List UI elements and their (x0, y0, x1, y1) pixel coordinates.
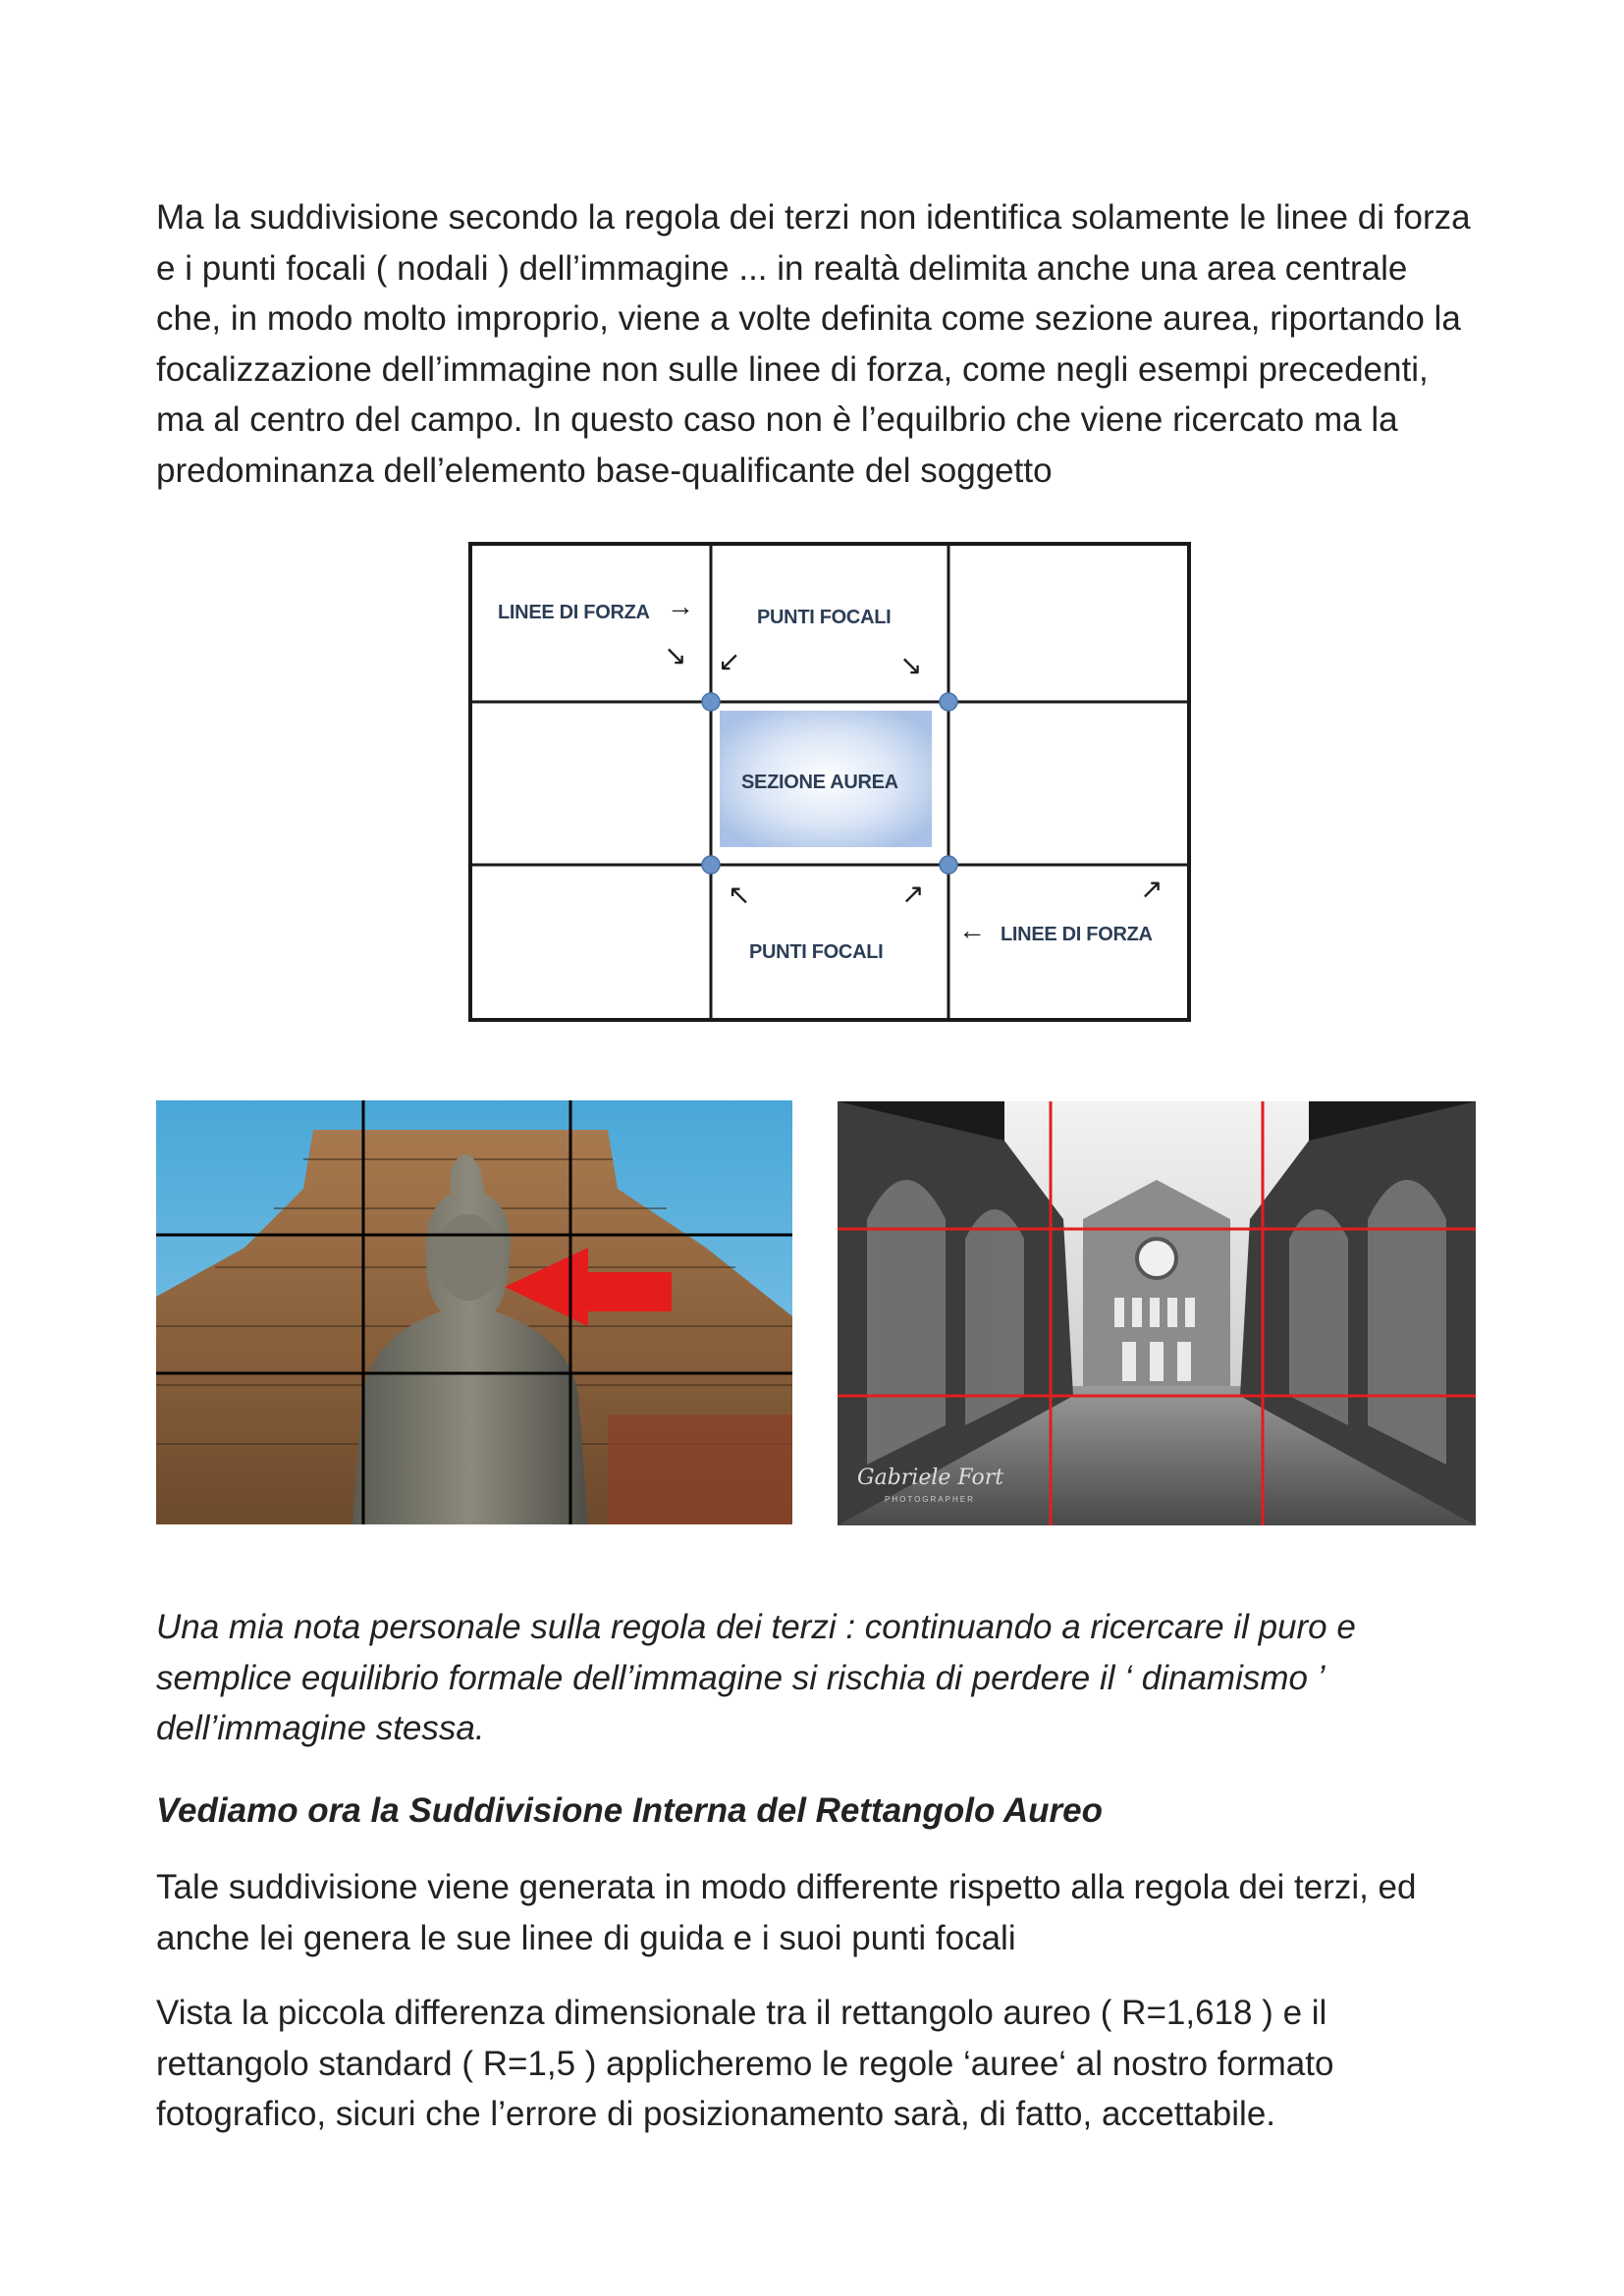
label-focal-points-bottom: PUNTI FOCALI (749, 941, 884, 963)
focal-point-tr (940, 693, 957, 711)
focal-point-bl (702, 856, 720, 874)
personal-note-paragraph: Una mia nota personale sulla regola dei terzi : continuando a ricercare il puro e semplice equilibrio formale dell’immagine si rischia di perdere il ‘ dinamismo ’ dell’immagine stessa. (156, 1608, 1356, 1747)
arrow-right-icon: → (667, 591, 694, 621)
arrow-left-icon: ← (958, 915, 986, 945)
buddha-photo-svg (156, 1100, 792, 1524)
arrow-up-right-icon: ↗ (901, 879, 925, 909)
focal-point-tl (702, 693, 720, 711)
arrow-down-curved-icon: ↘ (664, 640, 687, 670)
photographer-signature: Gabriele Fort (857, 1466, 1004, 1490)
arrow-down-right-icon: ↘ (899, 650, 923, 680)
buddha-statue-photo (156, 1100, 792, 1524)
rule-of-thirds-diagram (468, 542, 1191, 1022)
label-lines-of-force-top: LINEE DI FORZA (498, 602, 650, 623)
label-golden-section: SEZIONE AUREA (741, 772, 898, 793)
label-lines-of-force-bottom: LINEE DI FORZA (1001, 924, 1153, 945)
photographer-signature-sub: PHOTOGRAPHER (885, 1495, 975, 1504)
focal-point-br (940, 856, 957, 874)
intro-paragraph: Ma la suddivisione secondo la regola dei terzi non identifica solamente le linee di forza e i punti focali ( nodali ) dell’immagine ... in realtà delimita anche una area centrale che, in modo molto improprio, viene a volte definita come sezione aurea, riportando la focalizzazione dell’immagine non sulle linee di forza, come negli esempi precedenti, ma al centro del campo. In questo caso non è l’equilbrio che viene ricercato ma la predominanza dell’elemento base-qualificante del soggetto (156, 198, 1471, 490)
arrow-up-curved-icon: ↗ (1140, 874, 1164, 904)
body-paragraph-2: Vista la piccola differenza dimensionale tra il rettangolo aureo ( R=1,618 ) e il rettangolo standard ( R=1,5 ) applicheremo le regole ‘auree‘ al nostro formato fotografico, sicuri che l’errore di posizionamento sarà, di fatto, accettabile. (156, 1994, 1334, 2133)
abbey-photo-svg (838, 1101, 1476, 1525)
arrow-up-left-icon: ↖ (728, 880, 751, 910)
arrow-down-left-icon: ↙ (718, 646, 741, 676)
abbey-ruins-photo (838, 1101, 1476, 1525)
label-focal-points-top: PUNTI FOCALI (757, 607, 892, 628)
section-heading: Vediamo ora la Suddivisione Interna del Rettangolo Aureo (156, 1791, 1103, 1830)
body-paragraph-1: Tale suddivisione viene generata in modo differente rispetto alla regola dei terzi, ed anche lei genera le sue linee di guida e i suoi punti focali (156, 1868, 1417, 1957)
